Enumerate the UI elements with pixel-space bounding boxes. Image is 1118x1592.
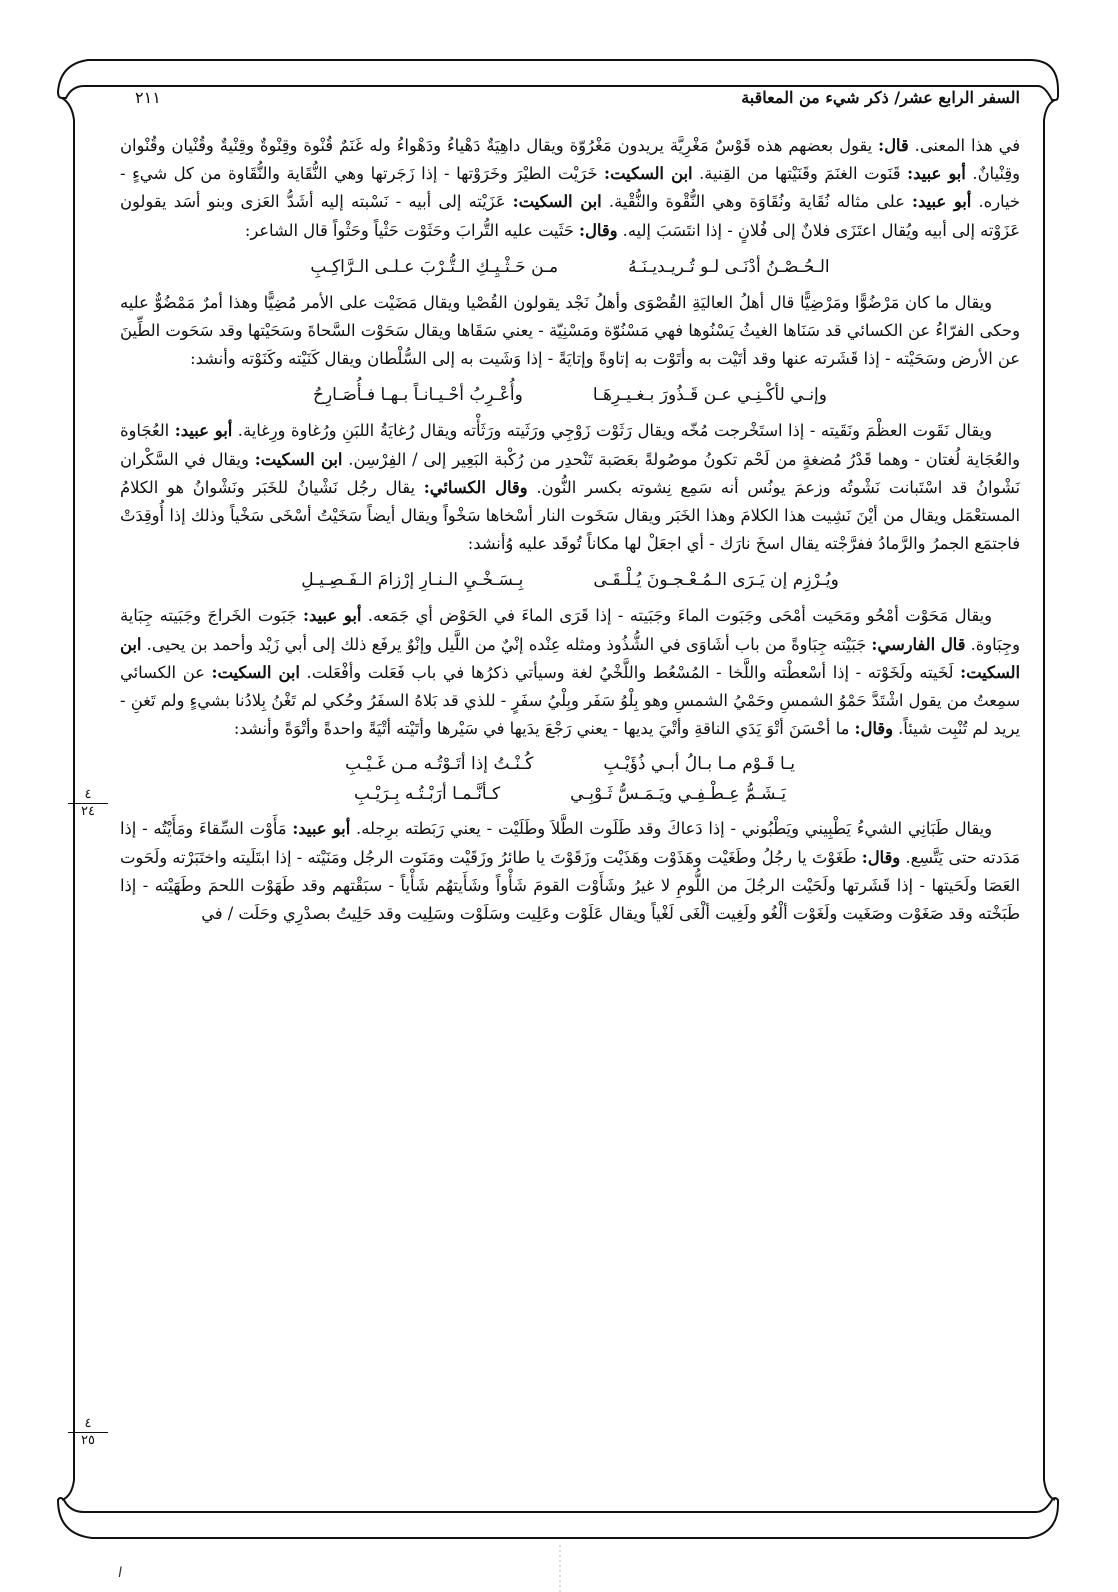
text-run: مَأَوْت السِّقاءَ ومَأَيْتُه - إذا مَدَدته حتى يَتَّسِع. [120, 819, 1020, 867]
verse-first-hemistich: ويُـرْزِم إن يَـرَى الـمُـعْـجـونَ يُـلْـقَـى [593, 570, 839, 591]
verse-first-hemistich: الـحُـصْـنُ أدْنَـى لـو تُـريـديـنَـهُ [628, 256, 830, 277]
verse-second-hemistich: كـأنَّـمـا أرَبْـتُـه بِـرَيْـبِ [353, 784, 501, 805]
text-run: يقول بعضهم هذه قَوْسٌ مَغْرِيَّة يريدون مَغْرُوّة ويقال داهِيَةٌ دَهْياءُ ودَهْواءُ وله غَنَمٌ قُنْوة وقِنْوةٌ وقِنْيةٌ وقُنْيان وقُنْوان وقِنْيانٌ. [120, 136, 1020, 184]
verse-line [120, 749, 1020, 779]
speaker-label: ابن السكيت: [120, 634, 1020, 682]
text-run: ويقال مَحَوْت أمْحُو ومَحَيت أمْحَى وجَبَوت الماءَ وجَبَيته - إذا قَرَى الماءَ في الحَوْض أي جَمَعه. [361, 606, 992, 626]
paragraph [120, 417, 1020, 558]
paragraph [120, 815, 1020, 928]
speaker-label: أبو عبيد: [174, 421, 233, 441]
speaker-label: وقال: [861, 847, 901, 867]
speaker-label: ابن السكيت: [512, 192, 602, 212]
verse-line [120, 245, 1020, 289]
bottom-mark: ا [116, 1564, 124, 1582]
text-run: ويقال ما كان مَرْضُوًّا ومَرْضِيًّا قال أهلُ العاليَةِ القُصْوَى وأهلُ نَجْد يقولون القُصْيا ويقال مَضَيْت على الأمر مُضِيًّا وهذا أمرٌ مَمْضُوٌّ عليه وحكى الفرّاءُ عن الكسائي قد سَنَاها الغيثُ يَسْنُوها فهي مَسْنُوّة ومَسْنِيّة - يعني سَقَاها ويقال سَحَوْت السَّحاةَ وسَحَيْتها وقد سَحَوت الطِّينَ عن الأرض وسَحَيْته - إذا قَشَرته عنها وقد أتَيْت به وأتَوْت به إتاوةً وإتايَةً - إذا وَشَيت به إلى السُّلْطان ويقال كَنَيْته وكَنَوْته وأنشد: [120, 292, 1020, 369]
verse-second-hemistich: بِـسَـخْـيِ الـنـارِ إرْزامَ الـفَـصِـيـلِ [301, 570, 524, 591]
text-run: ويقال طَبَانِي الشيءُ يَطْبِيني ويَطْبُوني - إذا دَعاكَ وقد طَلَوت الطَّلاَ وطَلَيْت - يعني رَبَطته برِجله. [350, 819, 992, 839]
speaker-label: أبو عبيد: [912, 192, 972, 212]
page-number: ٢١١ [135, 88, 161, 107]
text-run: خَرَيْت الطيْرَ وخَرَوْتها - إذا زَجَرتها وهي النُّقَاية والنُّقَاوة من كل شيءٍ - خياره. [120, 164, 1020, 212]
text-run: ما أحْسَنَ أتْوَ يَدَي الناقةِ وأتْيَ يديها - يعني رَجْعَ يدَيها في سَيْرها وأتَيْته أتْيَةً واحدةً وأتْوَةً وأنشد: [233, 719, 855, 739]
speaker-label: قال: [878, 136, 909, 155]
verse-second-hemistich: مـن حَـثْـيِـكِ الـتُّـرْبَ عـلـى الـرَّاكِـبِ [310, 256, 559, 277]
page-body [120, 132, 1020, 928]
margin-note: ٤ ٢٥ [68, 1416, 108, 1449]
margin-note: ٤ ٢٤ [68, 787, 108, 820]
text-run: ويقال نَقَوت العظْمَ ونَقَيته - إذا استَخْرجت مُخّه ويقال رَثَوْت زَوْجِي ورَثَيته ورَثَأْته ويقال رُغايَةُ اللبَنِ ورُغاوة ورِغاية. [232, 421, 992, 441]
text-run: العُجَاوة والعُجَاية لُغتان - وهما قَدْرُ مُضغةٍ من لَحْم تكونُ موصُولةً بعَصَبة تَنْحدِر من رُكْبة البَعِير إلى / الفِرْسِن. [120, 421, 1020, 469]
verse-first-hemistich: يـا قَـوْم مـا بـالُ أبـي ذُؤَيْـبِ [603, 754, 795, 775]
speaker-label: قال الفارسي: [871, 634, 966, 654]
verse-second-hemistich: كُـنْـتُ إذا أتَـوْتُـه مـن غَـيْـبِ [345, 754, 534, 775]
speaker-label: ابن السكيت: [604, 164, 693, 184]
verse-second-hemistich: وأُعْـرِبُ أحْـيـانـاً بـهـا فـأُصَـارِحُ [313, 385, 523, 406]
verse-line [120, 373, 1020, 417]
verse-block [120, 743, 1020, 815]
paragraph [120, 602, 1020, 743]
verse-first-hemistich: يَـشَـمُّ عِـطْـفِـي ويَـمَـسُّ ثَـوْبِـي [570, 784, 787, 805]
speaker-label: وقال: [854, 719, 893, 739]
text-run: طَغَوْتَ يا رجُلُ وطَغَيْت وهَذَوْت وهَذَيْت وزَقَوْتَ يا طائرُ وزَقَيْت ومَنَوت الرجُل ومَنَيْته - إذا ابتَلَيته واختَبَرْته ولَحَوت العَصَا ولَحَيتها - إذا قَشَرتها ولَحَيْت الرجُلَ من اللُّومِ لا غيرُ وشَأَوْت القومَ شَأْواً وشَأَيتهُم شَأْياً - سبَقْتهم وقد طَهَوْت اللحمَ وطَهَيْته - إذا طَبَخْته وقد صَغَوْت وصَغَيت ولَغَوْت ألْغُو ولَغِيت ألْغَى لَغْياً ويقال عَلَوْت وعَلِيت وسَلَوْت وسَلِيت وقد حَلِيتُ بصدْرِي وحَلَت / في [120, 847, 1020, 924]
text-run: جَبَيْته جِبَاوةً من باب أشَاوَى في الشُّذُوذ ومثله عِنْده إنْيٌ من اللَّيل وإنْوٌ يرفَع ذلك إلى أبي زَيْد وأحمد بن يحيى. [141, 634, 872, 654]
text-run: عن الكسائي سمِعتُ من يقول اشْتَدَّ حَمْوُ الشمسِ وحَمْيُ الشمسِ وهو بِلْوُ سَفَر وبِلْيُ سفَرٍ - للذي قد بَلاهُ السفَرُ وحُكي لم تَغْنُ بِلادُنا بشيءٍ ولم تَغنِ - يريد لم تُنْبِت شيئاً. [120, 662, 1020, 739]
speaker-label: أبو عبيد: [907, 164, 966, 184]
text-run: حَثَيت عليه التُّرابَ وحَثَوْت حَثْياً وحَثْواً قال الشاعر: [244, 220, 580, 240]
speaker-label: وقال الكسائي: [423, 477, 528, 497]
verse-first-hemistich: وإنـي لأكْـنِـي عـن قَـذُورَ بـغـيـرِهَـا [592, 385, 827, 406]
speaker-label: أبو عبيد: [292, 819, 351, 839]
text-run: في هذا المعنى. [908, 136, 1020, 155]
text-run: لَخَيته ولَخَوْته - إذا أسْعطْته واللَّخا - المُسْعُط واللَّخْيُ لغة وسيأتي ذكرُها في باب فَعَلت وأفْعَلت. [299, 662, 961, 682]
text-run: على مثاله نُقَاية ونُقَاوَة وهي النُّقْوة والنُّقْية. [601, 192, 913, 212]
verse-line [120, 558, 1020, 602]
text-run: قَنَوت الغنَمَ وقَنَيْتها من القِنية. [692, 164, 908, 184]
paragraph [120, 132, 1020, 245]
text-run: جَبَوت الخَراجَ وجَبَيته جِبَاية وجِبَاوة. [120, 606, 1020, 654]
text-run: ويقال في السَّكْران نَشْوانُ قد اسْتَبانت نَشْوتُه وزعمَ يونُس أنه سَمِع نِشوته بكسر النُّون. [120, 449, 1021, 497]
text-run: عَزَيْته إلى أبيه - نَسْبته إليه أشَدُّ العَزى وبنو أسَد يقولون عَزَوْته إلى أبيه ويُقال اعتَزَى فلانٌ إلى فُلانٍ - إذا انتَسَبَ إليه. [120, 192, 1020, 240]
verse-line [120, 779, 1020, 809]
speaker-label: ابن السكيت: [254, 449, 343, 469]
speaker-label: ابن السكيت: [211, 662, 300, 682]
speaker-label: أبو عبيد: [302, 606, 362, 626]
paragraph [120, 289, 1020, 374]
text-run: يقال رجُل نَشْيانُ للخَبَر ونَشْوانُ هو الكلامُ المستعْمَل ويقال من أيْنَ نَشِيت هذا الكلامَ وهذا الخَبَر ويقال سَخَوت النار أسْخاها سَخْواً ويقال أيضاً سَخَيْتُ أسْخَى سَخْياً وذلك إذا أُوقِدَتْ فاجتمَع الجمرُ والرَّمادُ ففرَّجْته يقال اسخَ نارَك - أي اجعَلْ لها مكاناً تُوقَد عليه وُأنشد: [120, 477, 1020, 554]
chapter-title: السفر الرابع عشر/ ذكر شيء من المعاقبة [741, 88, 1020, 107]
running-header [135, 86, 1020, 114]
speaker-label: وقال: [579, 220, 618, 240]
